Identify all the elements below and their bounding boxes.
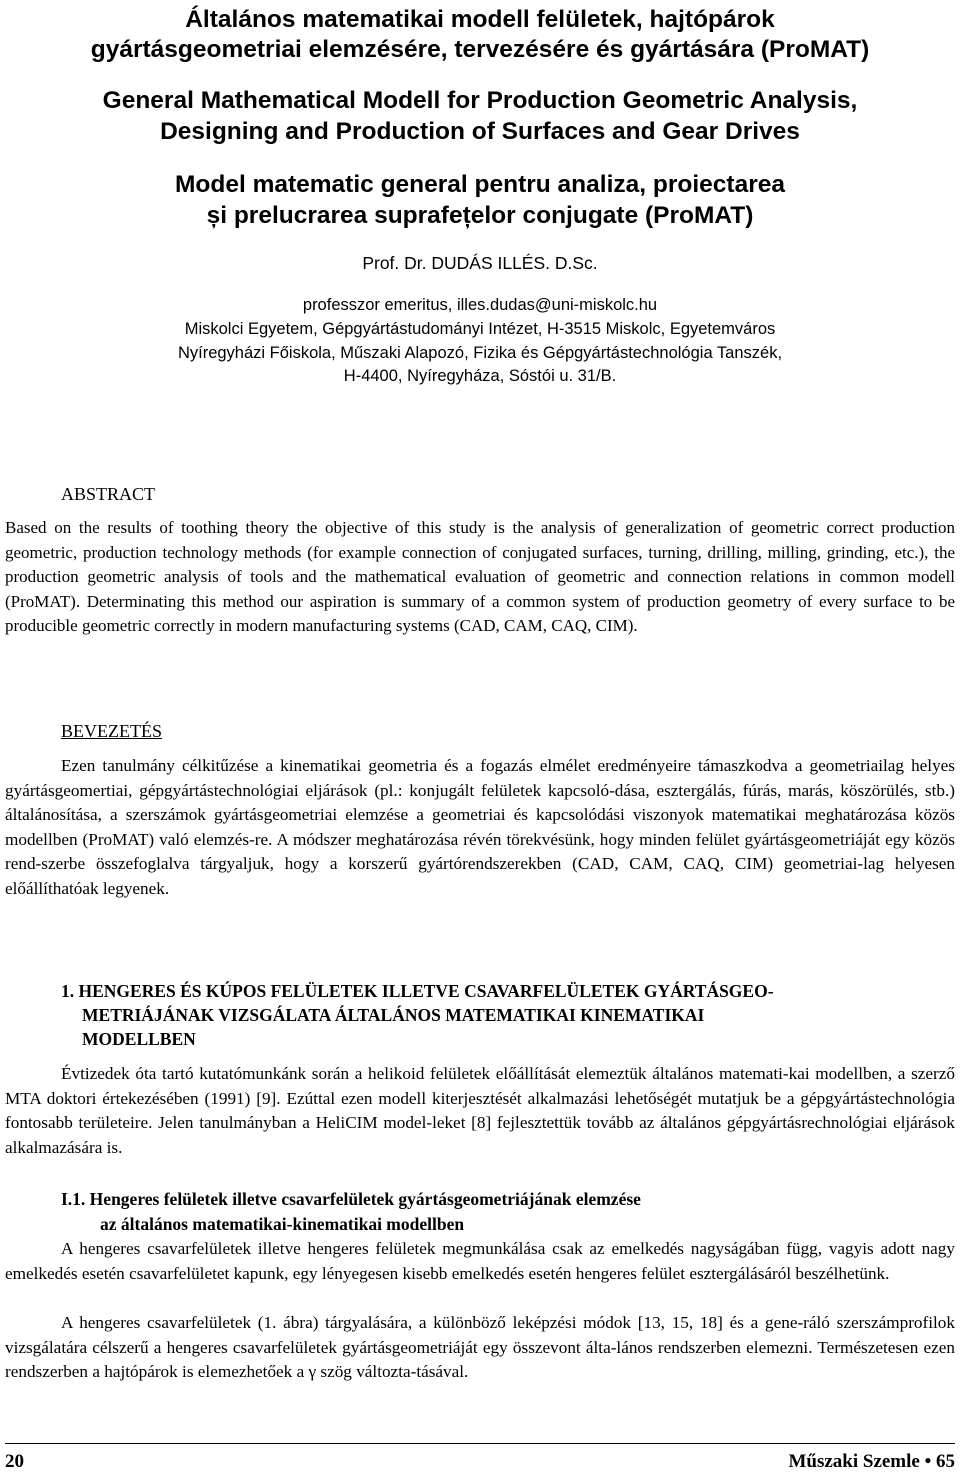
section1-text: Évtizedek óta tartó kutatómunkánk során a helikoid felületek előállítását elemeztük általános matemati-kai modellben, a szerző MTA doktori értekezésében (1991) [9]. Ezúttal ezen modell kiterjesztését alkalmazási lehetőségét mutatjuk be a gépgyártástechnológia fontosabb területeire. Jelen tanulmányban a HeliCIM model-leket [8] fejlesztettük tovább az általános gépgyártásrechnológiai eljárások alkalmazására is.	[5, 1064, 955, 1157]
section1-heading-line2: METRIÁJÁNAK VIZSGÁLATA ÁLTALÁNOS MATEMATIKAI KINEMATIKAI	[82, 1005, 705, 1025]
title-hungarian-line2: gyártásgeometriai elemzésére, tervezésére és gyártására (ProMAT)	[90, 36, 870, 63]
title-hungarian-line1: Általános matematikai modell felületek, hajtópárok	[185, 6, 775, 33]
section1-heading-line3: MODELLBEN	[82, 1029, 196, 1049]
author-title-email: professzor emeritus, illes.dudas@uni-miskolc.hu	[302, 296, 658, 314]
footer-journal: Műszaki Szemle • 65	[788, 1451, 955, 1472]
footer-divider	[5, 1443, 955, 1444]
author-affiliation-2: Nyíregyházi Főiskola, Műszaki Alapozó, Fizika és Gépgyártástechnológia Tanszék,	[177, 344, 783, 362]
section1-heading-line1: 1. HENGERES ÉS KÚPOS FELÜLETEK ILLETVE CSAVARFELÜLETEK GYÁRTÁSGEO-	[61, 981, 774, 1001]
author-affiliation-3: H-4400, Nyíregyháza, Sóstói u. 31/B.	[343, 367, 617, 385]
subsection-paragraph-1: A hengeres csavarfelületek illetve hengeres felületek megmunkálása csak az emelkedés nagyságában függ, vagyis adott nagy emelkedés esetén csavarfelületet kapunk, egy lényegesen kisebb emelkedés esetén hengeres felület esztergálásáról beszélhetünk.	[5, 1239, 955, 1283]
author-affiliation-1: Miskolci Egyetem, Gépgyártástudományi Intézet, H-3515 Miskolc, Egyetemváros	[184, 320, 776, 338]
title-romanian-line2: și prelucrarea suprafețelor conjugate (ProMAT)	[206, 202, 754, 229]
abstract-text: Based on the results of toothing theory the objective of this study is the analysis of generalization of geometric correct production geometric, production technology methods (for example connection of conjugated surfaces, turning, drilling, milling, grinding, etc.), the production geometric analysis of tools and the mathematical evaluation of geometric and connection relations in common modell (ProMAT). Determinating this method our aspiration is summary of a common system of production geometry of every surface to be producible geometric correctly in modern manufacturing systems (CAD, CAM, CAQ, CIM).	[5, 518, 955, 636]
author-name: Prof. Dr. DUDÁS ILLÉS. D.Sc.	[362, 253, 598, 273]
title-english-line2: Designing and Production of Surfaces and Gear Drives	[160, 118, 800, 145]
subsection-heading-line2: az általános matematikai-kinematikai modellben	[100, 1214, 465, 1234]
abstract-heading: ABSTRACT	[61, 484, 156, 504]
title-english-line1: General Mathematical Modell for Production Geometric Analysis,	[102, 87, 858, 114]
footer-page-number: 20	[5, 1451, 24, 1472]
subsection-heading-line1: I.1. Hengeres felületek illetve csavarfelületek gyártásgeometriájának elemzése	[61, 1189, 641, 1209]
intro-text: Ezen tanulmány célkitűzése a kinematikai geometria és a fogazás elmélet eredményeire támaszkodva a geometriailag helyes gyártásgeomertiai, gépgyártástechnológiai eljárások (pl.: konjugált felületek kapcsoló-dása, esztergálás, fúrás, marás, köszörülés, stb.) általánosítása, a szerszámok gyártásgeometriai elemzése a geometriai és kapcsolódási viszonyok matematikai meghatározása közös modellben (ProMAT) való elemzés-re. A módszer meghatározása révén törekvésünk, hogy minden felület gyártásgeometriáját egy közös rend-szerbe összefoglalva tárgyaljuk, hogy a korszerű gyártórendszerekben (CAD, CAM, CAQ, CIM) geometriai-lag helyesen előállíthatóak legyenek.	[5, 756, 955, 898]
intro-heading: BEVEZETÉS	[61, 721, 162, 741]
title-romanian-line1: Model matematic general pentru analiza, proiectarea	[175, 171, 785, 198]
subsection-paragraph-2: A hengeres csavarfelületek (1. ábra) tárgyalására, a különböző leképzési módok [13, 15, 18] és a gene-ráló szerszámprofilok vizsgálatára célszerű a hengeres csavarfelületek gyártásgeometriáját egy összevont álta-lános rendszerben elemezni. Természetesen ezen rendszerben a hajtópárok is elemezhetőek a γ szög változta-tásával.	[5, 1313, 955, 1382]
